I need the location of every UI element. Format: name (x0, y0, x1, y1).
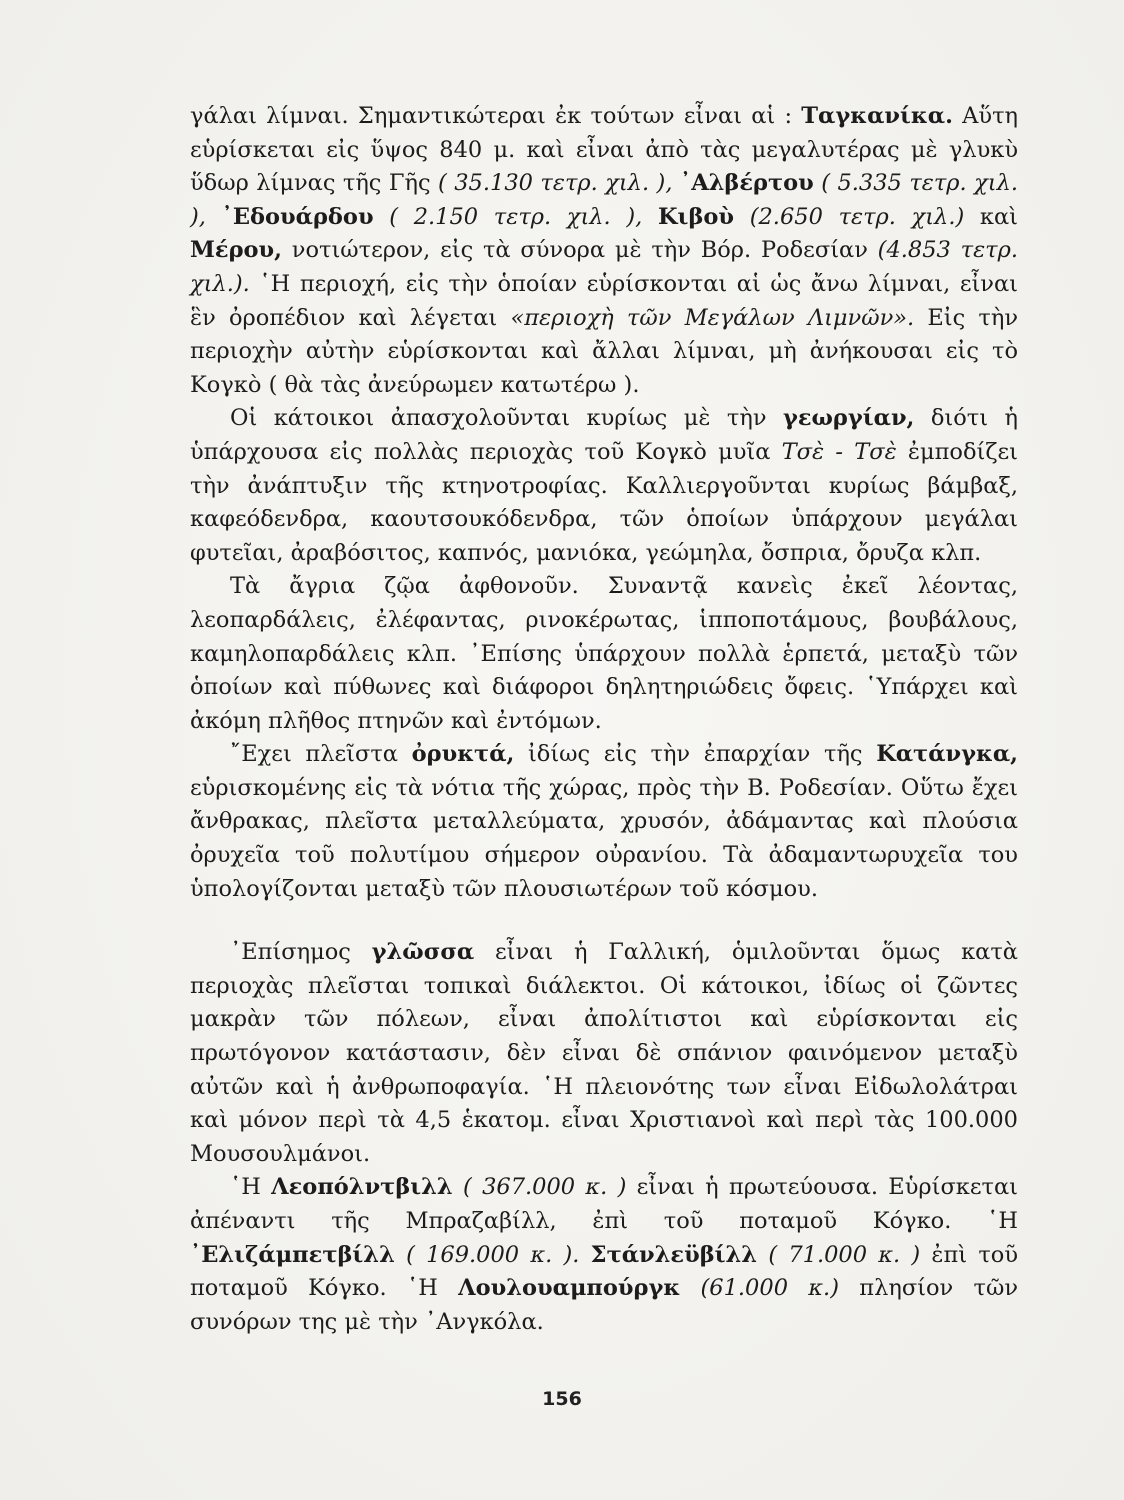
text-run: γάλαι λίμναι. Σημαντικώτεραι ἐκ τούτων εἶναι αἱ : (190, 103, 802, 129)
italic-figure: (61.000 κ.) (700, 1275, 839, 1302)
italic-figure: ( 367.000 κ. ) (463, 1174, 627, 1201)
bold-term: ὀρυκτά, (411, 741, 515, 768)
paragraph-great-lakes (190, 100, 1018, 402)
text-run (374, 204, 390, 230)
text-run: νοτιώτερον, εἰς τὰ σύνορα μὲ τὴν Βόρ. Ροδεσίαν (282, 237, 878, 264)
paragraph-language (190, 936, 1018, 1171)
page-number: 156 (542, 1388, 582, 1410)
italic-figure: Τσὲ - Τσὲ (781, 438, 897, 465)
text-run: πλησίον τῶν συνόρων της μὲ τὴν ᾿Ανγκόλα. (190, 1275, 1019, 1335)
text-run (206, 204, 222, 230)
bold-term: Στάνλεϋβίλλ (590, 1241, 758, 1268)
text-run: ἐπὶ τοῦ ποταμοῦ Κόγκο. ῾Η (190, 1241, 1018, 1302)
text-run: Εἰς τὴν περιοχὴν αὐτὴν εὑρίσκονται καὶ ἄλλαι λίμναι, μὴ ἀνήκουσαι εἰς τὸ Κογκὸ ( θὰ τὰς ἀνεύρωμεν κατωτέρω ). (190, 304, 1019, 398)
text-run: Οἱ κάτοικοι ἀπασχολοῦνται κυρίως μὲ τὴν (230, 405, 783, 432)
text-run (453, 1174, 463, 1200)
paragraph-agriculture (190, 402, 1018, 570)
bold-term: γλῶσσα (371, 939, 475, 966)
bold-term: Λουλουαμπούργκ (458, 1275, 681, 1302)
italic-figure: (4.853 τετρ. χιλ.). (190, 237, 1018, 297)
text-run: Αὕτη εὑρίσκεται εἰς ὕψος 840 μ. καὶ εἶναι ἀπὸ τὰς μεγαλυτέρας μὲ γλυκὺ ὕδωρ λίμνας τῆς Γῆς (190, 103, 1018, 197)
paragraph-minerals (190, 738, 1018, 906)
italic-figure: ( 2.150 τετρ. χιλ. ), (389, 203, 643, 230)
text-run: ῾Η περιοχή, εἰς τὴν ὁποίαν εὑρίσκονται αἱ ὡς ἄνω λίμναι, εἶναι ἓν ὀροπέδιον καὶ λέγεται (190, 270, 1018, 331)
text-run (642, 204, 658, 230)
italic-figure: ( 71.000 κ. ) (768, 1241, 921, 1268)
bold-term: Μέρου, (190, 237, 282, 264)
bold-term: γεωργίαν, (782, 405, 915, 432)
bold-term: Κιβοὺ (658, 203, 735, 230)
text-run: ῾Η (230, 1174, 272, 1201)
paragraph-wildlife (190, 570, 1018, 738)
italic-figure: ( 169.000 κ. ). (406, 1241, 580, 1268)
body-text (190, 100, 1018, 1339)
italic-figure: ( 35.130 τετρ. χιλ. ), (438, 170, 673, 197)
text-run: διότι ἡ ὑπάρχουσα εἰς πολλὰς περιοχὰς τοῦ Κογκὸ μυῖα (190, 405, 1018, 465)
text-run: εἶναι ἡ πρωτεύουσα. Εὑρίσκεται ἀπέναντι τῆς Μπραζαβίλλ, ἐπὶ τοῦ ποταμοῦ Κόγκο. ῾Η (190, 1174, 1018, 1234)
italic-figure: ( 5.335 τετρ. χιλ. ), (190, 170, 1018, 230)
text-run (395, 1242, 406, 1268)
bold-term: ᾿Ελιζάμπετβίλλ (190, 1241, 395, 1268)
text-run (579, 1242, 590, 1268)
text-run (734, 204, 750, 230)
text-run: Τὰ ἄγρια ζῷα ἀφθονοῦν. Συναντᾷ κανεὶς ἐκεῖ λέοντας, λεοπαρδάλεις, ἐλέφαντας, ρινοκέρωτας, ἱπποποτάμους, βουβάλους, καμηλοπαρδάλεις κλπ. ᾿Επίσης ὑπάρχουν πολλὰ ἑρπετά, μεταξὺ τῶν ὁποίων καὶ πύθωνες καὶ διάφοροι δηλητηριώδεις ὄφεις. ῾Υπάρχει καὶ ἀκόμη πλῆθος πτηνῶν καὶ ἐντόμων. (190, 573, 1018, 734)
text-run: καὶ (964, 203, 1019, 230)
bold-term: Κατάνγκα, (876, 741, 1018, 768)
italic-figure: «περιοχὴ τῶν Μεγάλων Λιμνῶν». (510, 304, 915, 331)
text-run: εὑρισκομένης εἰς τὰ νότια τῆς χώρας, πρὸς τὴν Β. Ροδεσίαν. Οὕτω ἔχει ἄνθρακας, πλεῖστα μεταλλεύματα, χρυσόν, ἀδάμαντας καὶ πλούσια ὀρυχεῖα τοῦ πολυτίμου σήμερον οὐρανίου. Τὰ ἀδαμαντωρυχεῖα του ὑπολογίζονται μεταξὺ τῶν πλουσιωτέρων τοῦ κόσμου. (190, 774, 1018, 902)
text-run (757, 1242, 768, 1268)
text-run: ἐμποδίζει τὴν ἀνάπτυξιν τῆς κτηνοτροφίας. Καλλιεργοῦνται κυρίως βάμβαξ, καφεόδενδρα, καουτσουκόδενδρα, τῶν ὁποίων ὑπάρχουν μεγάλαι φυτεῖαι, ἀραβόσιτος, καπνός, μανιόκα, γεώμηλα, ὄσπρια, ὄρυζα κλπ. (190, 438, 1018, 566)
text-run: ᾿Επίσημος (230, 939, 372, 966)
text-run (672, 170, 679, 196)
paragraph-cities (190, 1171, 1018, 1339)
text-run: ῎Εχει πλεῖστα (230, 741, 412, 768)
bold-term: ᾿Εδουάρδου (221, 203, 374, 230)
bold-term: Λεοπόλντβιλλ (271, 1174, 453, 1201)
bold-term: ᾿Αλβέρτου (679, 170, 814, 197)
text-run: εἶναι ἡ Γαλλική, ὁμιλοῦνται ὅμως κατὰ περιοχὰς πλεῖσται τοπικαὶ διάλεκτοι. Οἱ κάτοικοι, ἰδίως οἱ ζῶντες μακρὰν τῶν πόλεων, εἶναι ἀπολίτιστοι καὶ εὑρίσκονται εἰς πρωτόγονον κατάστασιν, δὲν εἶναι δὲ σπάνιον φαινόμενον μεταξὺ αὐτῶν καὶ ἡ ἀνθρωποφαγία. ῾Η πλειονότης των εἶναι Εἰδωλολάτραι καὶ μόνον περὶ τὰ 4,5 ἑκατομ. εἶναι Χριστιανοὶ καὶ περὶ τὰς 100.000 Μουσουλμάνοι. (190, 939, 1018, 1167)
bold-term: Ταγκανίκα. (801, 103, 953, 129)
text-run (680, 1275, 700, 1301)
italic-figure: (2.650 τετρ. χιλ.) (749, 203, 965, 230)
text-run: ἰδίως εἰς τὴν ἐπαρχίαν τῆς (514, 741, 877, 768)
